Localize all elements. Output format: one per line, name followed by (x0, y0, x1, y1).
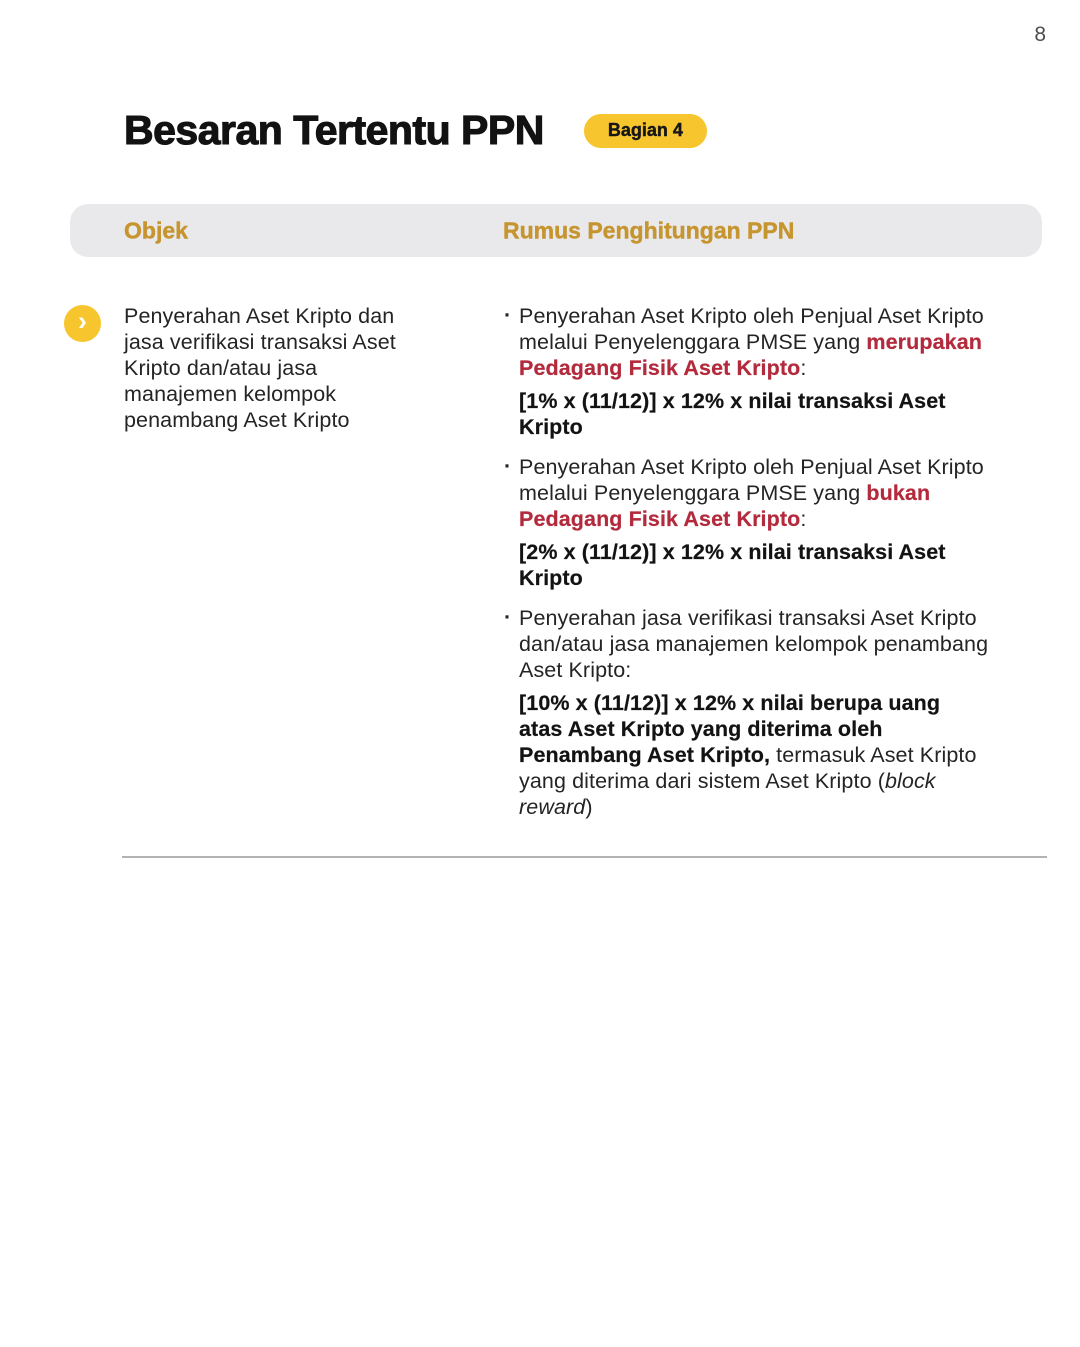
bullet-paragraph (519, 388, 989, 440)
text-segment-normal: : (800, 356, 807, 380)
text-segment-normal: Penyerahan jasa verifikasi transaksi Aset Kripto dan/atau jasa manajemen kelompok penambang Aset Kripto: (519, 606, 989, 682)
title-row (124, 108, 707, 154)
bullet-paragraph (519, 454, 989, 532)
page-title: Besaran Tertentu PPN (124, 107, 544, 153)
text-segment-bold: [10% x (11/12)] x 12% x nilai berupa uang atas Aset Kripto yang diterima oleh Penambang Aset Kripto, (519, 691, 941, 767)
bullet-paragraph (519, 605, 989, 683)
bullet-paragraph (519, 690, 989, 820)
chevron-right-icon: › (64, 305, 101, 342)
text-segment-normal: ) (585, 795, 593, 819)
table-header-bar (70, 204, 1042, 257)
text-segment-italic: block reward (519, 769, 936, 819)
rumus-bullet-item (503, 303, 989, 440)
bullet-paragraph (519, 303, 989, 381)
text-segment-normal: : (800, 507, 807, 531)
bottom-divider (122, 856, 1047, 858)
objek-cell: Penyerahan Aset Kripto dan jasa verifikasi transaksi Aset Kripto dan/atau jasa manajemen kelompok penambang Aset Kripto (124, 304, 396, 432)
section-badge: Bagian 4 (584, 114, 707, 149)
rumus-bullet-item (503, 454, 989, 591)
rumus-bullet-item (503, 605, 989, 820)
text-segment-bold: [1% x (11/12)] x 12% x nilai transaksi Aset Kripto (519, 389, 946, 439)
bullet-paragraph (519, 539, 989, 591)
rumus-cell (503, 303, 989, 834)
column-header-rumus: Rumus Penghitungan PPN (503, 217, 795, 243)
text-segment-red: bukan Pedagang Fisik Aset Kripto (519, 481, 931, 531)
text-segment-normal: termasuk Aset Kripto yang diterima dari sistem Aset Kripto ( (519, 743, 977, 793)
page-number: 8 (1034, 23, 1046, 46)
column-header-objek: Objek (124, 217, 188, 243)
text-segment-normal: Penyerahan Aset Kripto oleh Penjual Aset Kripto melalui Penyelenggara PMSE yang (519, 455, 984, 505)
text-segment-normal: Penyerahan Aset Kripto oleh Penjual Aset Kripto melalui Penyelenggara PMSE yang (519, 304, 984, 354)
text-segment-red: merupakan Pedagang Fisik Aset Kripto (519, 330, 983, 380)
text-segment-bold: [2% x (11/12)] x 12% x nilai transaksi Aset Kripto (519, 540, 946, 590)
